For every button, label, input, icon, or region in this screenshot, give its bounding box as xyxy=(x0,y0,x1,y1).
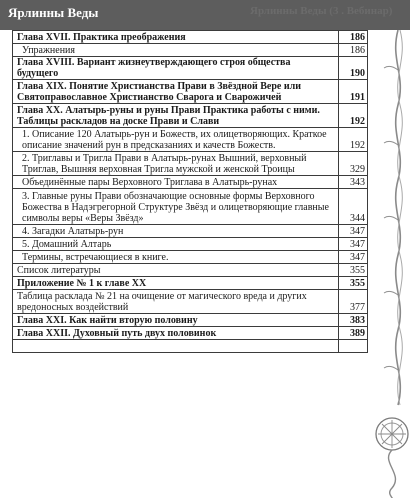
ornament-medallion-petals xyxy=(378,420,406,448)
toc-page: 355 xyxy=(339,264,368,277)
toc-page: 192 xyxy=(339,128,368,152)
toc-row xyxy=(13,251,368,264)
toc-title: 2. Триглавы и Тригла Прави в Алатырь-рунах Вышний, верховный Триглав, Вышняя верховная Тригла мужской и женской Троицы xyxy=(13,152,339,176)
toc-row xyxy=(13,152,368,176)
toc-row xyxy=(13,340,368,353)
toc-row xyxy=(13,314,368,327)
toc-page: 192 xyxy=(339,104,368,128)
toc-page: 383 xyxy=(339,314,368,327)
toc-row xyxy=(13,327,368,340)
toc-row xyxy=(13,189,368,225)
toc-row xyxy=(13,80,368,104)
toc-page: 329 xyxy=(339,152,368,176)
toc-row xyxy=(13,225,368,238)
toc-title: 4. Загадки Алатырь-рун xyxy=(13,225,339,238)
toc-title: Термины, встречающиеся в книге. xyxy=(13,251,339,264)
toc-page: 186 xyxy=(339,31,368,44)
toc-row xyxy=(13,277,368,290)
toc-title: Объединённые пары Верховного Триглава в Алатырь-рунах xyxy=(13,176,339,189)
page-header xyxy=(0,0,410,30)
toc-title: Глава XIX. Понятие Христианства Прави в Звёздной Вере или Святоправославное Христианство Сварога и Сварожичей xyxy=(13,80,339,104)
toc-title: Глава XVIII. Вариант жизнеутверждающего строя общества будущего xyxy=(13,57,339,80)
toc-row xyxy=(13,44,368,57)
toc-page: 186 xyxy=(339,44,368,57)
toc-row xyxy=(13,264,368,277)
toc-title: Глава XXI. Как найти вторую половину xyxy=(13,314,339,327)
toc-title: Упражнения xyxy=(13,44,339,57)
toc-row xyxy=(13,104,368,128)
toc-row xyxy=(13,290,368,314)
toc-row xyxy=(13,238,368,251)
toc-title: Список литературы xyxy=(13,264,339,277)
toc-title: Глава XVII. Практика преображения xyxy=(13,31,339,44)
toc-page: 344 xyxy=(339,189,368,225)
toc-title: Глава XX. Алатырь-руны и руны Прави Практика работы с ними. Таблицы раскладов на доске Прави и Слави xyxy=(13,104,339,128)
toc-title: 3. Главные руны Прави обозначающие основные формы Верховного Божества в Надэгрегорной Структуре Звёзд и олицетворяющие главные символы веры «Веры Звёзд» xyxy=(13,189,339,225)
toc-page: 347 xyxy=(339,251,368,264)
toc-page: 343 xyxy=(339,176,368,189)
toc-page xyxy=(339,340,368,353)
toc-page: 377 xyxy=(339,290,368,314)
toc-page: 191 xyxy=(339,80,368,104)
toc-page: 347 xyxy=(339,225,368,238)
toc-row xyxy=(13,57,368,80)
toc-row xyxy=(13,176,368,189)
bleed-through-text: Ярлинны Веды (3 . Вебинар) xyxy=(250,5,393,17)
table-of-contents xyxy=(12,30,368,353)
toc-page: 389 xyxy=(339,327,368,340)
toc-title: 1. Описание 120 Алатырь-рун и Божеств, их олицетворяющих. Краткое описание значений рун в предсказаниях и качеств Божеств. xyxy=(13,128,339,152)
toc-title: Приложение № 1 к главе XX xyxy=(13,277,339,290)
toc-title: 5. Домашний Алтарь xyxy=(13,238,339,251)
toc-page: 190 xyxy=(339,57,368,80)
decorative-border-ornament xyxy=(370,30,410,498)
toc-row xyxy=(13,31,368,44)
ornament-lower-curl xyxy=(389,450,396,498)
toc-title: Таблица расклада № 21 на очищение от магического вреда и других вредоносных воздействий xyxy=(13,290,339,314)
toc-page: 347 xyxy=(339,238,368,251)
book-title: Ярлинны Веды xyxy=(8,5,99,20)
toc-title: Глава XXII. Духовный путь двух половинок xyxy=(13,327,339,340)
toc-row xyxy=(13,128,368,152)
toc-title xyxy=(13,340,339,353)
toc-page: 355 xyxy=(339,277,368,290)
